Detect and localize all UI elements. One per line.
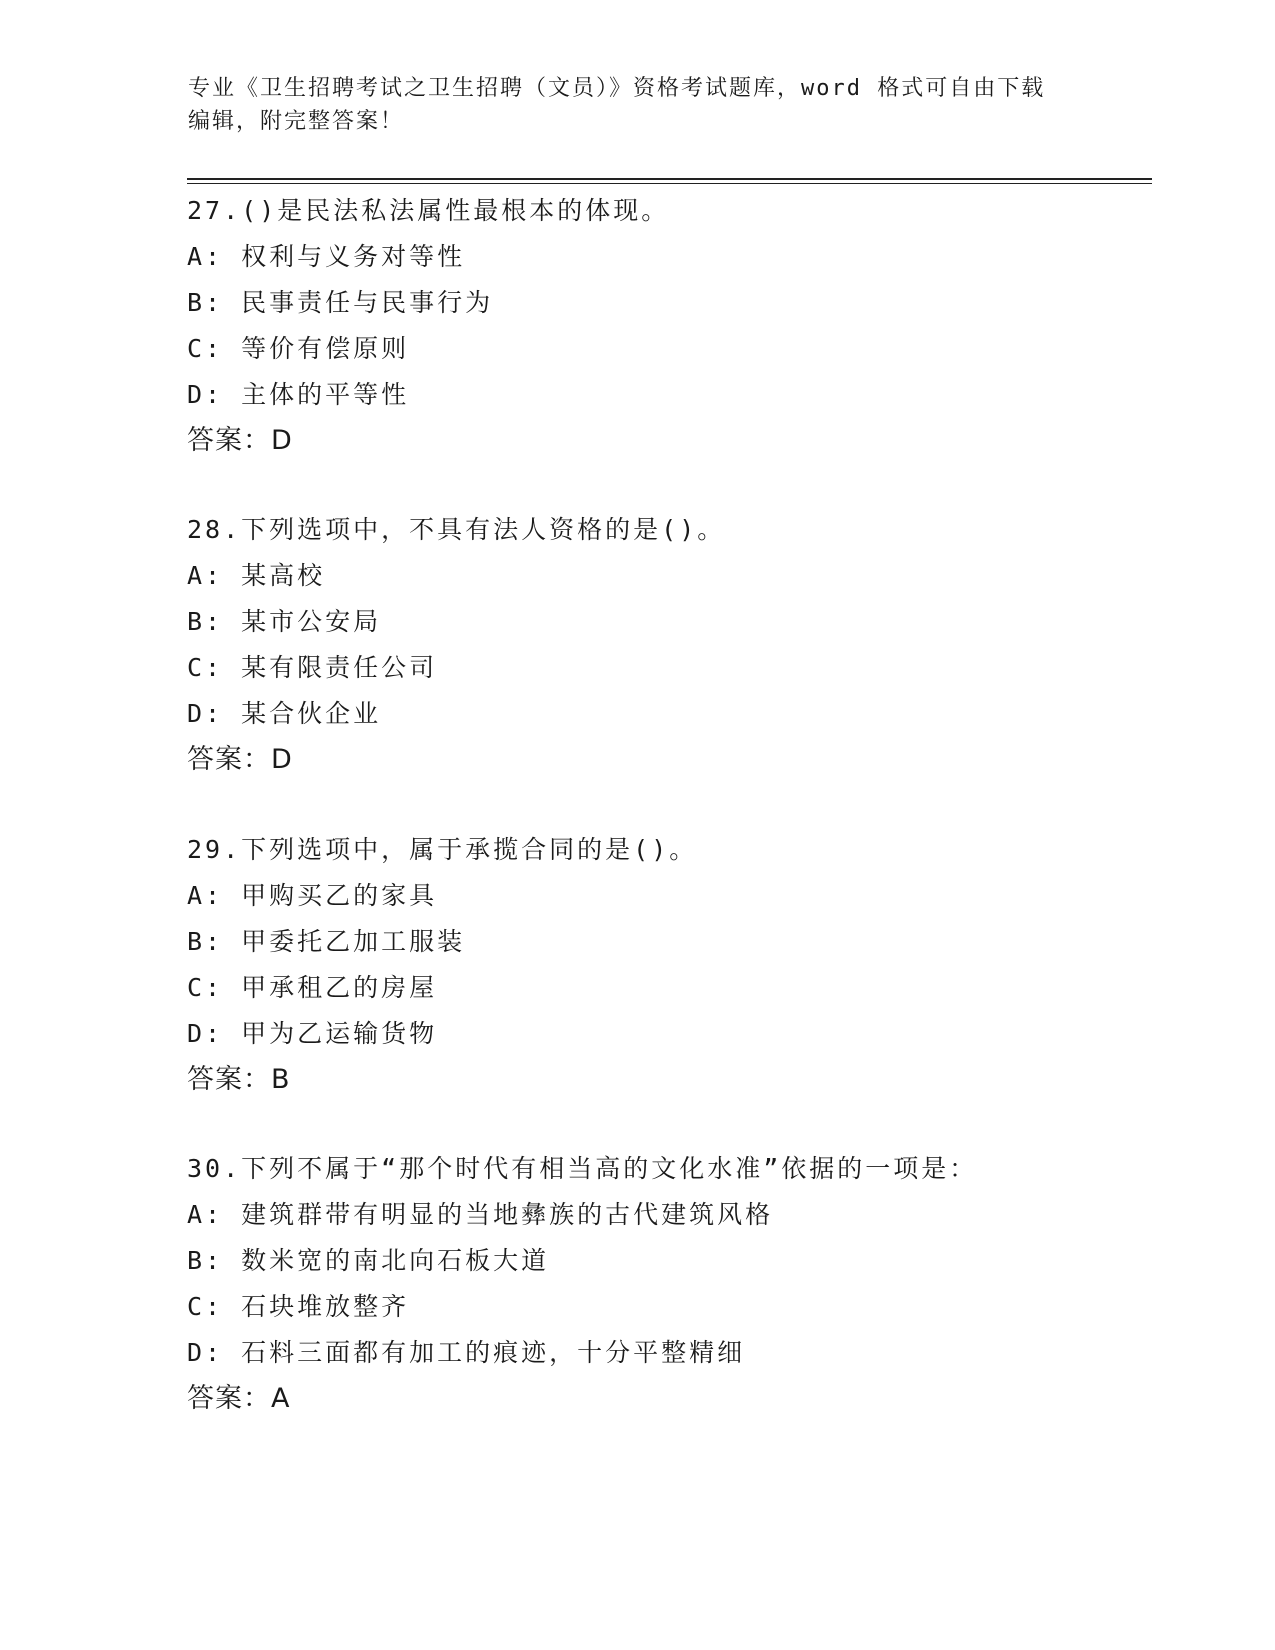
- option-c: C: 等价有偿原则: [187, 334, 410, 363]
- option-d: D: 石料三面都有加工的痕迹，十分平整精细: [187, 1338, 746, 1367]
- header-divider-thin: [187, 183, 1152, 184]
- option-b: B: 甲委托乙加工服装: [187, 927, 466, 956]
- option-c: C: 甲承租乙的房屋: [187, 973, 438, 1002]
- question-stem: 29.下列选项中，属于承揽合同的是()。: [187, 835, 698, 864]
- option-b: B: 某市公安局: [187, 607, 382, 636]
- answer: 答案：D: [187, 744, 293, 775]
- question-30: [187, 1146, 1187, 1422]
- option-d: D: 某合伙企业: [187, 699, 382, 728]
- question-28: [187, 507, 1187, 783]
- option-c: C: 石块堆放整齐: [187, 1292, 410, 1321]
- option-b: B: 民事责任与民事行为: [187, 288, 494, 317]
- option-d: D: 主体的平等性: [187, 380, 410, 409]
- option-a: A: 某高校: [187, 561, 326, 590]
- question-stem: 27.()是民法私法属性最根本的体现。: [187, 196, 670, 225]
- question-stem: 30.下列不属于“那个时代有相当高的文化水准”依据的一项是：: [187, 1154, 978, 1183]
- answer: 答案：D: [187, 425, 293, 456]
- question-stem: 28.下列选项中，不具有法人资格的是()。: [187, 515, 726, 544]
- document-header: [188, 72, 1088, 138]
- option-b: B: 数米宽的南北向石板大道: [187, 1246, 550, 1275]
- answer: 答案：A: [187, 1383, 291, 1414]
- header-line-2: 编辑，附完整答案！: [188, 109, 405, 134]
- option-d: D: 甲为乙运输货物: [187, 1019, 438, 1048]
- question-29: [187, 827, 1187, 1103]
- option-c: C: 某有限责任公司: [187, 653, 438, 682]
- header-divider-thick: [187, 178, 1152, 180]
- option-a: A: 建筑群带有明显的当地彝族的古代建筑风格: [187, 1200, 774, 1229]
- option-a: A: 权利与义务对等性: [187, 242, 466, 271]
- header-line-1: 专业《卫生招聘考试之卫生招聘（文员）》资格考试题库，word 格式可自由下载: [188, 76, 1046, 101]
- question-27: [187, 188, 1187, 464]
- option-a: A: 甲购买乙的家具: [187, 881, 438, 910]
- answer: 答案：B: [187, 1064, 291, 1095]
